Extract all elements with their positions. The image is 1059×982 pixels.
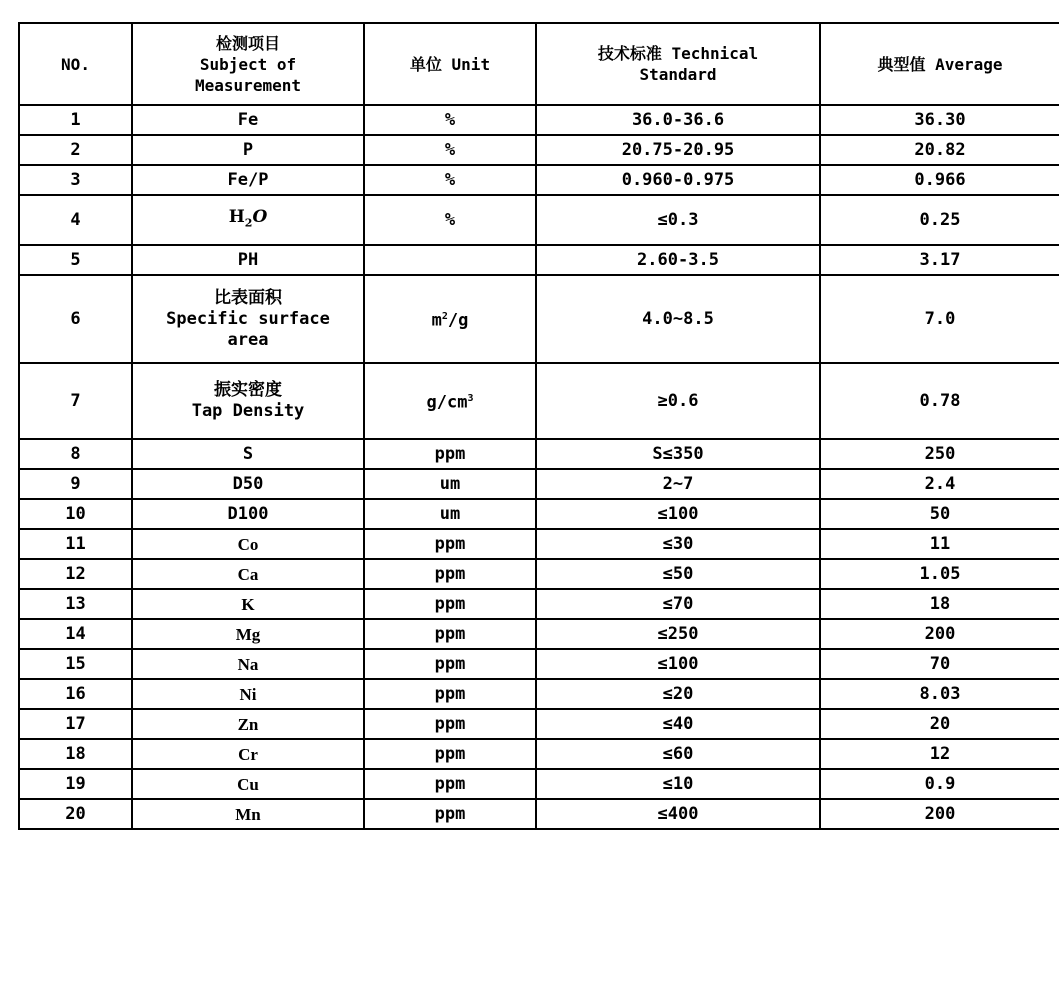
cell-no: 3 (19, 165, 132, 195)
cell-average: 250 (820, 439, 1059, 469)
cell-no: 7 (19, 363, 132, 439)
cell-standard: ≤30 (536, 529, 820, 559)
table-row (19, 245, 1059, 275)
cell-unit: ppm (364, 799, 536, 829)
cell-unit: % (364, 105, 536, 135)
cell-standard: S≤350 (536, 439, 820, 469)
subject-cn: 比表面积 (214, 287, 282, 308)
cell-subject: K (132, 589, 364, 619)
cell-average: 11 (820, 529, 1059, 559)
cell-no: 14 (19, 619, 132, 649)
cell-no: 10 (19, 499, 132, 529)
header-subject-cn: 检测项目 (215, 33, 280, 53)
cell-no: 15 (19, 649, 132, 679)
cell-unit: um (364, 469, 536, 499)
table-row (19, 559, 1059, 589)
cell-unit: ppm (364, 559, 536, 589)
header-subject-en-2: Measurement (195, 75, 301, 95)
cell-subject: Fe (132, 105, 364, 135)
cell-no: 18 (19, 739, 132, 769)
cell-average: 2.4 (820, 469, 1059, 499)
cell-average: 3.17 (820, 245, 1059, 275)
cell-no: 8 (19, 439, 132, 469)
cell-unit: % (364, 165, 536, 195)
cell-unit: ppm (364, 679, 536, 709)
cell-subject (132, 195, 364, 245)
cell-average: 20.82 (820, 135, 1059, 165)
table-row (19, 799, 1059, 829)
cell-standard: ≤10 (536, 769, 820, 799)
cell-average: 20 (820, 709, 1059, 739)
table-row (19, 619, 1059, 649)
cell-unit: % (364, 195, 536, 245)
cell-standard: 4.0~8.5 (536, 275, 820, 363)
unit-base: g/cm (426, 392, 468, 413)
cell-standard: ≤50 (536, 559, 820, 589)
table-row (19, 649, 1059, 679)
cell-subject: Zn (132, 709, 364, 739)
cell-unit: ppm (364, 439, 536, 469)
cell-unit: % (364, 135, 536, 165)
subject-en-1: Specific surface (166, 308, 330, 329)
header-standard-1: 技术标准 Technical (597, 44, 759, 63)
table-row (19, 275, 1059, 363)
cell-subject (132, 275, 364, 363)
table-header-row (19, 23, 1059, 105)
table-row (19, 679, 1059, 709)
header-standard (536, 23, 820, 105)
cell-standard: ≤20 (536, 679, 820, 709)
cell-average: 200 (820, 799, 1059, 829)
table-row (19, 363, 1059, 439)
table-row (19, 165, 1059, 195)
table-row (19, 589, 1059, 619)
cell-average: 70 (820, 649, 1059, 679)
cell-average: 36.30 (820, 105, 1059, 135)
cell-standard: ≤250 (536, 619, 820, 649)
cell-unit (364, 363, 536, 439)
specification-table (18, 22, 1059, 830)
cell-standard: ≤70 (536, 589, 820, 619)
cell-no: 17 (19, 709, 132, 739)
cell-subject: Cr (132, 739, 364, 769)
cell-no: 9 (19, 469, 132, 499)
header-subject (132, 23, 364, 105)
cell-standard: ≥0.6 (536, 363, 820, 439)
table-row (19, 529, 1059, 559)
cell-standard: 0.960-0.975 (536, 165, 820, 195)
cell-no: 4 (19, 195, 132, 245)
cell-subject: Ca (132, 559, 364, 589)
cell-average: 50 (820, 499, 1059, 529)
cell-no: 12 (19, 559, 132, 589)
cell-average: 200 (820, 619, 1059, 649)
cell-subject (132, 363, 364, 439)
subject-base: H (228, 206, 245, 227)
cell-no: 20 (19, 799, 132, 829)
unit-tail: /g (447, 310, 469, 331)
cell-subject: Na (132, 649, 364, 679)
cell-standard: 2~7 (536, 469, 820, 499)
cell-average: 0.25 (820, 195, 1059, 245)
table-row (19, 135, 1059, 165)
table-row (19, 195, 1059, 245)
cell-unit: ppm (364, 709, 536, 739)
cell-average: 0.966 (820, 165, 1059, 195)
cell-subject: PH (132, 245, 364, 275)
cell-subject: S (132, 439, 364, 469)
table-row (19, 105, 1059, 135)
cell-average: 8.03 (820, 679, 1059, 709)
cell-no: 16 (19, 679, 132, 709)
cell-unit: ppm (364, 739, 536, 769)
cell-average: 7.0 (820, 275, 1059, 363)
cell-unit: ppm (364, 649, 536, 679)
cell-unit: ppm (364, 529, 536, 559)
cell-subject: D50 (132, 469, 364, 499)
cell-subject: P (132, 135, 364, 165)
header-no: NO. (19, 23, 132, 105)
cell-no: 6 (19, 275, 132, 363)
header-unit: 单位 Unit (364, 23, 536, 105)
cell-no: 19 (19, 769, 132, 799)
header-average: 典型值 Average (820, 23, 1059, 105)
cell-unit: ppm (364, 619, 536, 649)
cell-subject: Mg (132, 619, 364, 649)
unit-base: m (431, 310, 442, 331)
cell-standard: ≤60 (536, 739, 820, 769)
unit-superscript: 2 (441, 311, 448, 323)
cell-subject: Cu (132, 769, 364, 799)
cell-standard: ≤100 (536, 499, 820, 529)
cell-standard: 36.0-36.6 (536, 105, 820, 135)
table-row (19, 499, 1059, 529)
cell-no: 13 (19, 589, 132, 619)
table-row (19, 769, 1059, 799)
subject-en-2: area (227, 329, 269, 350)
cell-unit: ppm (364, 769, 536, 799)
cell-no: 2 (19, 135, 132, 165)
cell-subject: Co (132, 529, 364, 559)
cell-no: 5 (19, 245, 132, 275)
unit-superscript: 3 (467, 393, 474, 405)
cell-standard: ≤400 (536, 799, 820, 829)
cell-average: 18 (820, 589, 1059, 619)
subject-subscript: 2 (244, 216, 253, 230)
table-row (19, 709, 1059, 739)
cell-subject: Ni (132, 679, 364, 709)
cell-no: 1 (19, 105, 132, 135)
cell-unit (364, 275, 536, 363)
cell-unit: um (364, 499, 536, 529)
table-row (19, 469, 1059, 499)
cell-subject: Fe/P (132, 165, 364, 195)
subject-tail: O (252, 206, 268, 227)
cell-no: 11 (19, 529, 132, 559)
cell-average: 1.05 (820, 559, 1059, 589)
cell-standard: ≤100 (536, 649, 820, 679)
cell-standard: ≤40 (536, 709, 820, 739)
cell-unit (364, 245, 536, 275)
cell-unit: ppm (364, 589, 536, 619)
header-standard-2: Standard (639, 65, 717, 84)
subject-cn: 振实密度 (214, 380, 282, 400)
cell-standard: ≤0.3 (536, 195, 820, 245)
subject-en: Tap Density (191, 401, 305, 421)
cell-average: 0.9 (820, 769, 1059, 799)
cell-average: 0.78 (820, 363, 1059, 439)
cell-standard: 2.60-3.5 (536, 245, 820, 275)
cell-average: 12 (820, 739, 1059, 769)
cell-subject: Mn (132, 799, 364, 829)
header-subject-en-1: Subject of (199, 54, 297, 74)
table-row (19, 739, 1059, 769)
cell-subject: D100 (132, 499, 364, 529)
table-row (19, 439, 1059, 469)
cell-standard: 20.75-20.95 (536, 135, 820, 165)
